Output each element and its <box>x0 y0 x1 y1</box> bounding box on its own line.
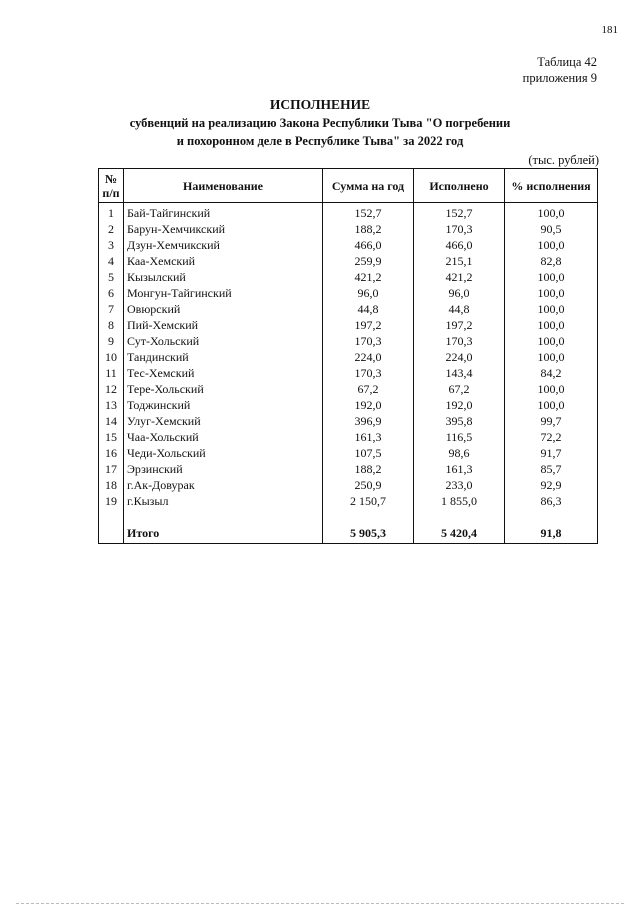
cell-num: 7 <box>99 301 124 317</box>
cell-executed: 192,0 <box>414 397 505 413</box>
cell-planned: 250,9 <box>323 477 414 493</box>
cell-executed: 421,2 <box>414 269 505 285</box>
cell-executed: 1 855,0 <box>414 493 505 509</box>
table-reference-line-1: Таблица 42 <box>537 55 597 69</box>
cell-percent: 92,9 <box>505 477 598 493</box>
cell-name: Эрзинский <box>124 461 323 477</box>
table-row <box>99 301 598 317</box>
cell-name: Барун-Хемчикский <box>124 221 323 237</box>
cell-planned: 152,7 <box>323 203 414 222</box>
header-planned: Сумма на год <box>323 169 414 203</box>
cell-name: Тоджинский <box>124 397 323 413</box>
cell-executed: 466,0 <box>414 237 505 253</box>
cell-percent: 84,2 <box>505 365 598 381</box>
table-reference <box>523 54 597 86</box>
cell-name: г.Кызыл <box>124 493 323 509</box>
cell-executed: 170,3 <box>414 221 505 237</box>
cell-num: 6 <box>99 285 124 301</box>
cell-planned: 259,9 <box>323 253 414 269</box>
header-num: № п/п <box>99 169 124 203</box>
total-executed: 5 420,4 <box>414 523 505 544</box>
cell-planned: 107,5 <box>323 445 414 461</box>
cell-percent: 86,3 <box>505 493 598 509</box>
document-title <box>0 96 640 150</box>
cell-planned: 197,2 <box>323 317 414 333</box>
cell-num: 4 <box>99 253 124 269</box>
spacer-row <box>99 509 598 523</box>
cell-name: Тере-Хольский <box>124 381 323 397</box>
cell-percent: 100,0 <box>505 301 598 317</box>
cell-percent: 72,2 <box>505 429 598 445</box>
execution-table <box>98 168 598 544</box>
cell-num: 11 <box>99 365 124 381</box>
table-row <box>99 285 598 301</box>
cell-name: Монгун-Тайгинский <box>124 285 323 301</box>
title-line-3: и похоронном деле в Республике Тыва" за 2022 год <box>176 134 464 148</box>
cell-percent: 100,0 <box>505 381 598 397</box>
cell-name: Овюрский <box>124 301 323 317</box>
cell-planned: 67,2 <box>323 381 414 397</box>
table-row <box>99 445 598 461</box>
cell-name: Бай-Тайгинский <box>124 203 323 222</box>
cell-num: 13 <box>99 397 124 413</box>
cell-num: 8 <box>99 317 124 333</box>
cell-planned: 396,9 <box>323 413 414 429</box>
cell-num: 5 <box>99 269 124 285</box>
cell-percent: 100,0 <box>505 203 598 222</box>
title-main: ИСПОЛНЕНИЕ <box>269 97 371 112</box>
cell-planned: 192,0 <box>323 397 414 413</box>
cell-executed: 161,3 <box>414 461 505 477</box>
table-row <box>99 203 598 222</box>
cell-planned: 170,3 <box>323 333 414 349</box>
cell-num: 1 <box>99 203 124 222</box>
cell-num: 2 <box>99 221 124 237</box>
cell-percent: 90,5 <box>505 221 598 237</box>
cell-executed: 152,7 <box>414 203 505 222</box>
cell-executed: 170,3 <box>414 333 505 349</box>
header-percent: % исполнения <box>505 169 598 203</box>
cell-percent: 99,7 <box>505 413 598 429</box>
cell-executed: 215,1 <box>414 253 505 269</box>
cell-percent: 82,8 <box>505 253 598 269</box>
table-row <box>99 381 598 397</box>
cell-executed: 67,2 <box>414 381 505 397</box>
cell-num: 3 <box>99 237 124 253</box>
cell-name: Улуг-Хемский <box>124 413 323 429</box>
cell-num: 19 <box>99 493 124 509</box>
cell-planned: 2 150,7 <box>323 493 414 509</box>
cell-num: 10 <box>99 349 124 365</box>
cell-num: 9 <box>99 333 124 349</box>
title-line-2: субвенций на реализацию Закона Республики Тыва "О погребении <box>129 116 511 130</box>
table-row <box>99 317 598 333</box>
cell-percent: 100,0 <box>505 285 598 301</box>
table-row <box>99 221 598 237</box>
cell-planned: 96,0 <box>323 285 414 301</box>
cell-executed: 233,0 <box>414 477 505 493</box>
cell-planned: 466,0 <box>323 237 414 253</box>
table-row <box>99 429 598 445</box>
total-label: Итого <box>124 523 323 544</box>
table-row <box>99 349 598 365</box>
cell-num: 15 <box>99 429 124 445</box>
cell-num <box>99 523 124 544</box>
cell-percent: 100,0 <box>505 317 598 333</box>
table-row <box>99 397 598 413</box>
table-reference-line-2: приложения 9 <box>522 71 597 85</box>
cell-percent: 91,7 <box>505 445 598 461</box>
cell-percent: 100,0 <box>505 333 598 349</box>
cell-name: Тес-Хемский <box>124 365 323 381</box>
cell-name: Сут-Хольский <box>124 333 323 349</box>
cell-planned: 188,2 <box>323 461 414 477</box>
cell-percent: 100,0 <box>505 269 598 285</box>
cell-planned: 188,2 <box>323 221 414 237</box>
total-percent: 91,8 <box>505 523 598 544</box>
cell-planned: 224,0 <box>323 349 414 365</box>
cell-executed: 395,8 <box>414 413 505 429</box>
table-row <box>99 269 598 285</box>
table-row <box>99 237 598 253</box>
cell-planned: 170,3 <box>323 365 414 381</box>
cell-executed: 143,4 <box>414 365 505 381</box>
cell-percent: 100,0 <box>505 397 598 413</box>
table-row <box>99 253 598 269</box>
cell-executed: 98,6 <box>414 445 505 461</box>
cell-executed: 116,5 <box>414 429 505 445</box>
cell-num: 14 <box>99 413 124 429</box>
cell-num: 16 <box>99 445 124 461</box>
cell-num: 17 <box>99 461 124 477</box>
cell-executed: 44,8 <box>414 301 505 317</box>
table-row <box>99 461 598 477</box>
cell-executed: 96,0 <box>414 285 505 301</box>
cell-num: 18 <box>99 477 124 493</box>
cell-name: Чаа-Хольский <box>124 429 323 445</box>
cell-percent: 85,7 <box>505 461 598 477</box>
table-row <box>99 493 598 509</box>
table-header-row <box>99 169 598 203</box>
page-bottom-rule <box>16 903 624 904</box>
cell-planned: 44,8 <box>323 301 414 317</box>
table-row <box>99 365 598 381</box>
page-number: 181 <box>601 24 618 36</box>
total-planned: 5 905,3 <box>323 523 414 544</box>
cell-planned: 421,2 <box>323 269 414 285</box>
units-label: (тыс. рублей) <box>528 153 599 167</box>
cell-percent: 100,0 <box>505 349 598 365</box>
cell-executed: 197,2 <box>414 317 505 333</box>
cell-name: Тандинский <box>124 349 323 365</box>
total-row <box>99 523 598 544</box>
table-row <box>99 477 598 493</box>
header-executed: Исполнено <box>414 169 505 203</box>
table-row <box>99 413 598 429</box>
cell-name: г.Ак-Довурак <box>124 477 323 493</box>
cell-name: Дзун-Хемчикский <box>124 237 323 253</box>
cell-num: 12 <box>99 381 124 397</box>
cell-name: Пий-Хемский <box>124 317 323 333</box>
cell-percent: 100,0 <box>505 237 598 253</box>
table-row <box>99 333 598 349</box>
cell-executed: 224,0 <box>414 349 505 365</box>
header-name: Наименование <box>124 169 323 203</box>
cell-planned: 161,3 <box>323 429 414 445</box>
cell-name: Каа-Хемский <box>124 253 323 269</box>
cell-name: Чеди-Хольский <box>124 445 323 461</box>
cell-name: Кызылский <box>124 269 323 285</box>
